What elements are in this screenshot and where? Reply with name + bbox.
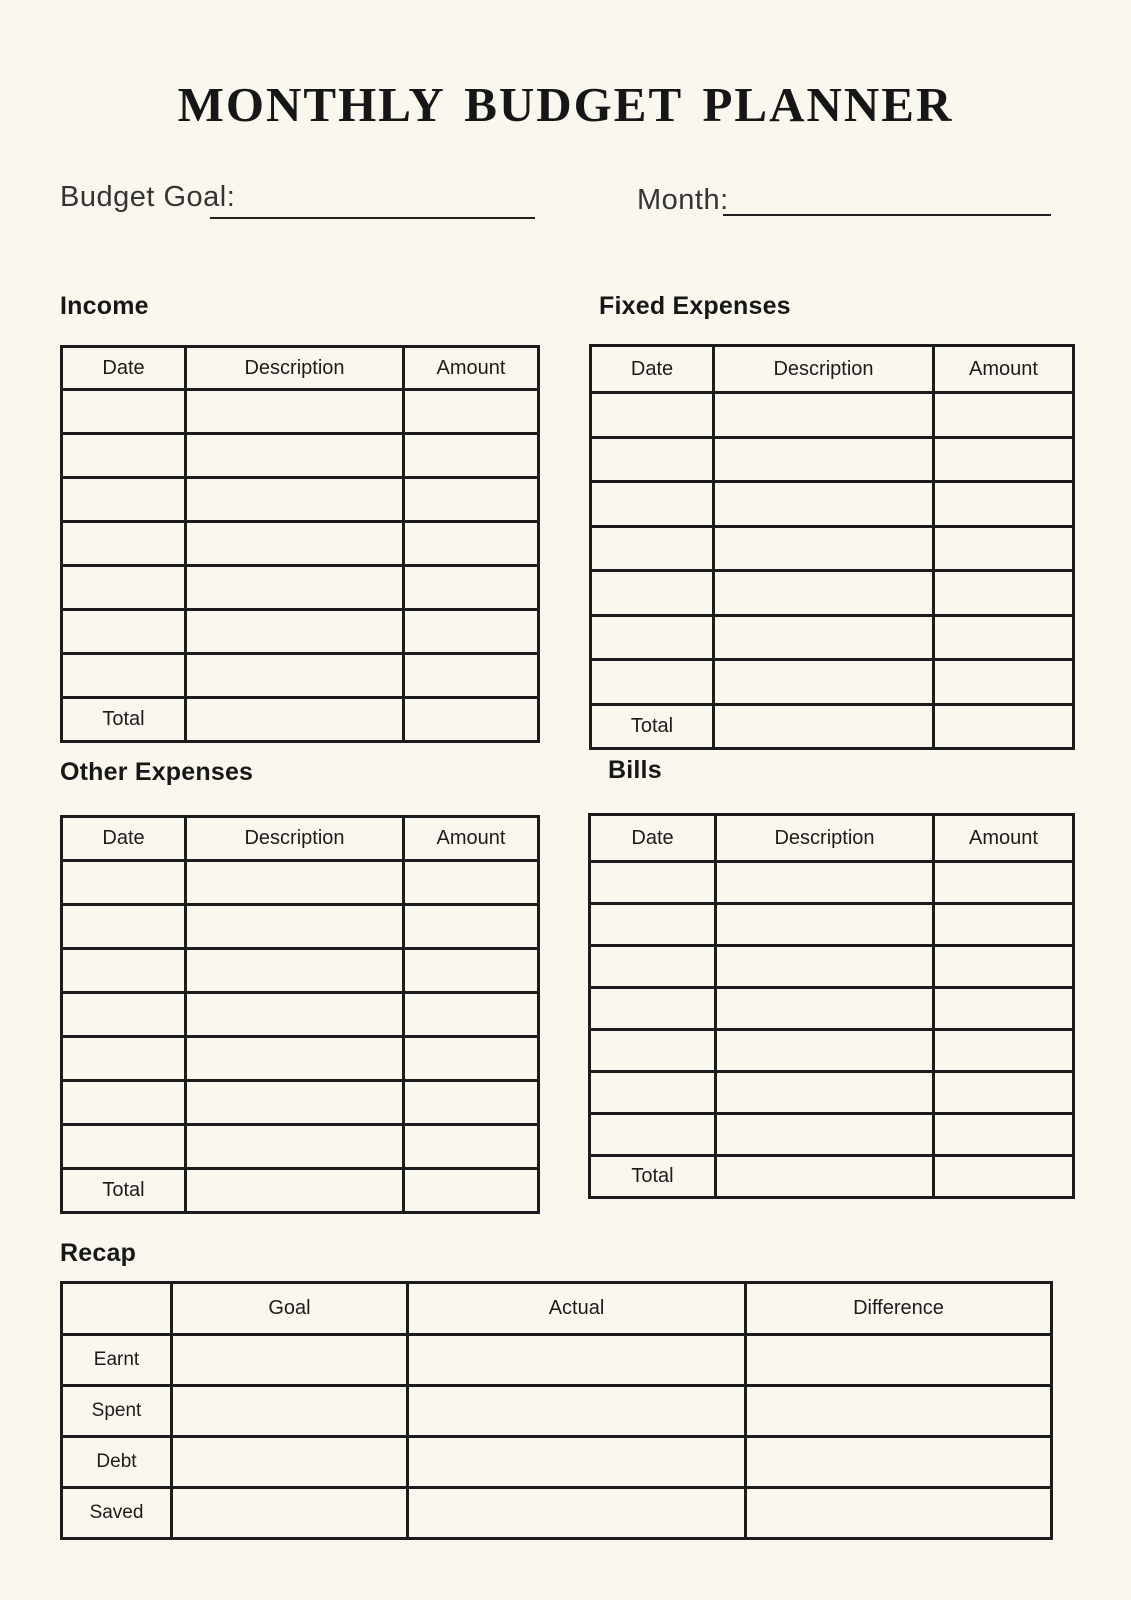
section-title-fixed-expenses: Fixed Expenses [599,292,791,320]
date-cell-blank[interactable] [590,1072,716,1114]
recap-row-spent [62,1386,1052,1437]
description-cell-blank[interactable] [716,862,934,904]
description-cell-blank[interactable] [186,478,404,522]
recap-header-row [62,1283,1052,1335]
total-row [62,1169,539,1213]
description-cell-blank[interactable] [716,904,934,946]
column-header-amount: Amount [404,817,539,861]
recap-difference-blank[interactable] [746,1335,1052,1386]
amount-cell-blank[interactable] [404,1037,539,1081]
description-cell-blank[interactable] [186,434,404,478]
column-header-amount: Amount [934,346,1074,393]
amount-cell-blank[interactable] [934,393,1074,438]
recap-goal-blank[interactable] [172,1335,408,1386]
recap-goal-blank[interactable] [172,1386,408,1437]
column-header-date: Date [62,817,186,861]
recap-row-label: Spent [62,1386,172,1437]
budget-goal-blank[interactable] [210,217,535,219]
date-cell-blank[interactable] [62,390,186,434]
date-cell-blank[interactable] [591,660,714,705]
date-cell-blank[interactable] [62,1081,186,1125]
recap-difference-blank[interactable] [746,1386,1052,1437]
table-row [62,478,539,522]
date-cell-blank[interactable] [591,437,714,482]
amount-cell-blank[interactable] [934,571,1074,616]
recap-row-earnt [62,1335,1052,1386]
recap-goal-blank[interactable] [172,1488,408,1539]
amount-cell-blank[interactable] [934,437,1074,482]
date-cell-blank[interactable] [590,1114,716,1156]
table-header-row [591,346,1074,393]
column-header-actual: Actual [408,1283,746,1335]
table-row [591,393,1074,438]
table-row [62,654,539,698]
table-row [62,434,539,478]
description-cell-blank[interactable] [186,905,404,949]
description-cell-blank[interactable] [714,482,934,527]
column-header-amount: Amount [404,347,539,390]
table-row [590,946,1074,988]
date-cell-blank[interactable] [62,566,186,610]
total-label-cell: Total [590,1156,716,1198]
amount-cell-blank[interactable] [404,949,539,993]
table-row [62,1125,539,1169]
table-row [590,988,1074,1030]
section-title-income: Income [60,292,149,320]
recap-row-saved [62,1488,1052,1539]
date-cell-blank[interactable] [62,434,186,478]
table-row [62,905,539,949]
table-row [590,1072,1074,1114]
month-label: Month: [637,184,729,216]
total-description-blank[interactable] [186,698,404,742]
table-row [62,1037,539,1081]
recap-row-label: Debt [62,1437,172,1488]
date-cell-blank[interactable] [62,1125,186,1169]
date-cell-blank[interactable] [590,862,716,904]
date-cell-blank[interactable] [62,993,186,1037]
table-row [62,861,539,905]
description-cell-blank[interactable] [714,437,934,482]
amount-cell-blank[interactable] [934,988,1074,1030]
date-cell-blank[interactable] [591,571,714,616]
budget-goal-label: Budget Goal: [60,181,236,213]
date-cell-blank[interactable] [62,478,186,522]
date-cell-blank[interactable] [62,654,186,698]
description-cell-blank[interactable] [716,1030,934,1072]
recap-row-debt [62,1437,1052,1488]
amount-cell-blank[interactable] [404,610,539,654]
total-description-blank[interactable] [186,1169,404,1213]
column-header-description: Description [716,815,934,862]
table-row [591,615,1074,660]
recap-actual-blank[interactable] [408,1386,746,1437]
month-blank[interactable] [723,214,1051,216]
total-label-cell: Total [591,704,714,749]
amount-cell-blank[interactable] [934,660,1074,705]
date-cell-blank[interactable] [590,1030,716,1072]
description-cell-blank[interactable] [714,526,934,571]
description-cell-blank[interactable] [186,949,404,993]
total-amount-blank[interactable] [404,698,539,742]
table-row [62,610,539,654]
description-cell-blank[interactable] [186,993,404,1037]
table-row [591,526,1074,571]
amount-cell-blank[interactable] [404,654,539,698]
recap-actual-blank[interactable] [408,1335,746,1386]
date-cell-blank[interactable] [590,904,716,946]
income-table [60,345,540,743]
table-row [62,390,539,434]
total-row [591,704,1074,749]
table-row [591,437,1074,482]
description-cell-blank[interactable] [186,1081,404,1125]
total-description-blank[interactable] [714,704,934,749]
amount-cell-blank[interactable] [404,390,539,434]
amount-cell-blank[interactable] [404,522,539,566]
table-row [62,993,539,1037]
total-row [590,1156,1074,1198]
column-header-description: Description [186,347,404,390]
description-cell-blank[interactable] [714,660,934,705]
total-amount-blank[interactable] [934,1156,1074,1198]
amount-cell-blank[interactable] [934,904,1074,946]
description-cell-blank[interactable] [186,654,404,698]
total-label-cell: Total [62,1169,186,1213]
recap-difference-blank[interactable] [746,1488,1052,1539]
date-cell-blank[interactable] [62,861,186,905]
date-cell-blank[interactable] [591,526,714,571]
amount-cell-blank[interactable] [404,1125,539,1169]
description-cell-blank[interactable] [186,610,404,654]
bills-table [588,813,1075,1199]
total-row [62,698,539,742]
description-cell-blank[interactable] [186,1125,404,1169]
table-row [62,522,539,566]
column-header-difference: Difference [746,1283,1052,1335]
description-cell-blank[interactable] [716,988,934,1030]
section-title-other-expenses: Other Expenses [60,758,254,786]
description-cell-blank[interactable] [714,393,934,438]
date-cell-blank[interactable] [591,393,714,438]
date-cell-blank[interactable] [591,615,714,660]
section-title-bills: Bills [608,756,662,784]
date-cell-blank[interactable] [62,905,186,949]
recap-actual-blank[interactable] [408,1437,746,1488]
amount-cell-blank[interactable] [934,1072,1074,1114]
amount-cell-blank[interactable] [404,861,539,905]
amount-cell-blank[interactable] [934,526,1074,571]
amount-cell-blank[interactable] [934,1114,1074,1156]
date-cell-blank[interactable] [62,1037,186,1081]
total-amount-blank[interactable] [934,704,1074,749]
recap-table [60,1281,1053,1540]
amount-cell-blank[interactable] [404,993,539,1037]
total-label-cell: Total [62,698,186,742]
amount-cell-blank[interactable] [934,615,1074,660]
amount-cell-blank[interactable] [404,1081,539,1125]
table-header-row [62,347,539,390]
amount-cell-blank[interactable] [404,566,539,610]
description-cell-blank[interactable] [716,1072,934,1114]
description-cell-blank[interactable] [714,615,934,660]
table-row [62,566,539,610]
recap-row-label: Saved [62,1488,172,1539]
table-row [591,660,1074,705]
column-header-amount: Amount [934,815,1074,862]
other-expenses-table [60,815,540,1214]
column-header-goal: Goal [172,1283,408,1335]
amount-cell-blank[interactable] [404,434,539,478]
column-header-date: Date [591,346,714,393]
description-cell-blank[interactable] [186,566,404,610]
amount-cell-blank[interactable] [404,905,539,949]
column-header-date: Date [62,347,186,390]
table-row [590,1114,1074,1156]
date-cell-blank[interactable] [590,946,716,988]
table-row [590,862,1074,904]
description-cell-blank[interactable] [186,390,404,434]
recap-actual-blank[interactable] [408,1488,746,1539]
table-row [590,1030,1074,1072]
column-header-description: Description [186,817,404,861]
total-amount-blank[interactable] [404,1169,539,1213]
amount-cell-blank[interactable] [934,482,1074,527]
section-title-recap: Recap [60,1239,137,1267]
table-row [62,949,539,993]
recap-goal-blank[interactable] [172,1437,408,1488]
date-cell-blank[interactable] [62,949,186,993]
total-description-blank[interactable] [716,1156,934,1198]
table-row [590,904,1074,946]
description-cell-blank[interactable] [714,571,934,616]
recap-difference-blank[interactable] [746,1437,1052,1488]
description-cell-blank[interactable] [716,946,934,988]
fixed-expenses-table [589,344,1075,750]
date-cell-blank[interactable] [62,610,186,654]
description-cell-blank[interactable] [186,861,404,905]
table-row [62,1081,539,1125]
amount-cell-blank[interactable] [404,478,539,522]
column-header-description: Description [714,346,934,393]
recap-row-label: Earnt [62,1335,172,1386]
amount-cell-blank[interactable] [934,862,1074,904]
date-cell-blank[interactable] [591,482,714,527]
description-cell-blank[interactable] [186,522,404,566]
date-cell-blank[interactable] [62,522,186,566]
table-header-row [62,817,539,861]
description-cell-blank[interactable] [186,1037,404,1081]
amount-cell-blank[interactable] [934,946,1074,988]
date-cell-blank[interactable] [590,988,716,1030]
column-header-date: Date [590,815,716,862]
description-cell-blank[interactable] [716,1114,934,1156]
recap-corner-cell [62,1283,172,1335]
page-title: MONTHLY BUDGET PLANNER [177,77,954,132]
table-header-row [590,815,1074,862]
table-row [591,571,1074,616]
table-row [591,482,1074,527]
amount-cell-blank[interactable] [934,1030,1074,1072]
